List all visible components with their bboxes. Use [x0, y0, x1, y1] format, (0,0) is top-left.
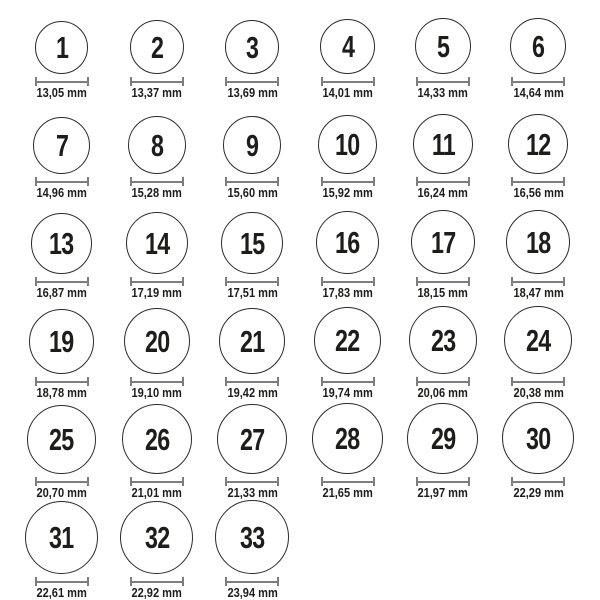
diameter-label-text: 19,42 mm: [227, 385, 278, 400]
diameter-label: [413, 286, 472, 299]
diameter-label: [127, 186, 186, 199]
ring-size-number: 8: [150, 127, 164, 163]
ring-circle: [215, 500, 289, 574]
diameter-label: [127, 586, 186, 599]
ring-size-cell: [205, 0, 300, 100]
diameter-label-text: 17,19 mm: [131, 285, 183, 300]
circle-box: [217, 400, 287, 474]
ring-size-cell: [14, 500, 109, 600]
circle-box: [510, 0, 566, 74]
measure-bar: [512, 181, 564, 183]
diameter-label-text: 21,33 mm: [227, 485, 278, 500]
diameter-label-text: 18,15 mm: [417, 285, 469, 300]
measure-bar: [36, 81, 88, 83]
diameter-label: [509, 186, 568, 199]
ring-size-number: 6: [532, 28, 545, 64]
ring-circle: [128, 116, 186, 174]
ring-size-number: 28: [335, 421, 360, 456]
diameter-label: [318, 486, 377, 499]
diameter-label: [413, 186, 472, 199]
diameter-label: [127, 386, 186, 399]
circle-box: [126, 200, 188, 274]
diameter-label-text: 23,94 mm: [227, 585, 278, 600]
diameter-label-text: 18,47 mm: [513, 285, 564, 300]
diameter-label-text: 13,69 mm: [227, 85, 278, 100]
measure-bar: [417, 181, 469, 183]
ring-size-cell: [205, 500, 300, 600]
ring-circle: [502, 402, 574, 474]
ring-circle: [120, 501, 193, 574]
diameter-label: [32, 586, 91, 599]
ring-size-cell: [395, 300, 490, 400]
ring-circle: [27, 405, 96, 474]
circle-box: [506, 200, 570, 274]
diameter-label-text: 21,65 mm: [322, 485, 373, 500]
measure-tick-right: [373, 77, 375, 86]
ring-size-number: 24: [526, 322, 551, 358]
ring-size-number: 10: [335, 127, 360, 162]
measure-tick-right: [87, 77, 89, 86]
measure-tick-right: [277, 77, 279, 86]
ring-size-cell: [491, 300, 586, 400]
measure-bar: [131, 81, 183, 83]
circle-box: [31, 200, 92, 274]
diameter-label: [32, 386, 91, 399]
diameter-label: [127, 486, 186, 499]
ring-size-cell: [491, 0, 586, 100]
circle-box: [124, 300, 190, 374]
ring-circle: [35, 21, 88, 74]
ring-circle: [221, 212, 283, 274]
measure-bar: [417, 81, 469, 83]
ring-circle: [504, 306, 572, 374]
diameter-label: [223, 386, 282, 399]
circle-box: [502, 400, 574, 474]
diameter-label: [509, 286, 568, 299]
diameter-label: [32, 486, 91, 499]
diameter-label-text: 22,29 mm: [513, 485, 564, 500]
diameter-label-text: 17,83 mm: [322, 285, 373, 300]
ring-size-cell: [395, 0, 490, 100]
measure-bar: [512, 481, 564, 483]
ring-size-cell: [491, 100, 586, 200]
measure-tick-right: [182, 277, 184, 286]
ring-circle: [508, 114, 568, 174]
ring-size-cell: [205, 300, 300, 400]
measure-bar: [322, 181, 374, 183]
circle-box: [314, 300, 381, 374]
diameter-label: [413, 386, 472, 399]
ring-circle: [318, 115, 377, 174]
ring-size-number: 18: [526, 224, 551, 260]
ring-size-number: 4: [341, 29, 354, 64]
diameter-label: [223, 86, 282, 99]
ring-size-number: 23: [430, 322, 456, 358]
ring-size-cell: [395, 200, 490, 300]
ring-size-cell: [300, 300, 395, 400]
chart-row: [14, 200, 586, 300]
ring-size-number: 2: [150, 29, 164, 65]
measure-tick-right: [277, 577, 279, 586]
ring-size-number: 29: [430, 421, 456, 456]
diameter-label: [318, 186, 377, 199]
diameter-label-text: 16,24 mm: [417, 185, 469, 200]
ring-size-cell: [109, 400, 204, 500]
measure-tick-right: [373, 377, 375, 386]
diameter-label-text: 18,78 mm: [36, 385, 87, 400]
circle-box: [320, 0, 375, 74]
measure-bar: [226, 581, 278, 583]
measure-tick-right: [277, 477, 279, 486]
measure-bar: [417, 481, 469, 483]
ring-circle: [413, 114, 473, 174]
measure-bar: [36, 381, 88, 383]
ring-size-cell: [395, 100, 490, 200]
ring-size-number: 13: [49, 226, 74, 261]
circle-box: [413, 100, 473, 174]
circle-box: [25, 500, 98, 574]
measure-tick-right: [182, 77, 184, 86]
ring-size-number: 30: [526, 420, 551, 456]
measure-bar: [36, 181, 88, 183]
measure-bar: [322, 381, 374, 383]
measure-bar: [512, 81, 564, 83]
diameter-label-text: 15,60 mm: [227, 185, 278, 200]
measure-tick-right: [277, 277, 279, 286]
measure-tick-right: [468, 77, 470, 86]
measure-tick-right: [468, 477, 470, 486]
diameter-label-text: 22,92 mm: [131, 585, 183, 600]
measure-bar: [226, 81, 278, 83]
ring-circle: [25, 501, 98, 574]
ring-circle: [33, 117, 90, 174]
ring-size-number: 19: [49, 324, 74, 359]
ring-size-number: 15: [240, 225, 265, 261]
ring-size-number: 21: [240, 323, 265, 359]
diameter-label: [127, 86, 186, 99]
diameter-label: [223, 586, 282, 599]
diameter-label: [318, 386, 377, 399]
ring-circle: [411, 210, 475, 274]
diameter-label-text: 13,05 mm: [36, 85, 87, 100]
ring-size-cell: [109, 100, 204, 200]
ring-circle: [506, 210, 570, 274]
circle-box: [415, 0, 471, 74]
ring-size-cell: [300, 200, 395, 300]
measure-tick-right: [87, 177, 89, 186]
ring-size-number: 17: [430, 224, 456, 260]
diameter-label-text: 22,61 mm: [36, 585, 87, 600]
ring-circle: [31, 213, 92, 274]
circle-box: [27, 400, 96, 474]
ring-circle: [130, 20, 184, 74]
circle-box: [316, 200, 379, 274]
chart-row: [14, 0, 586, 100]
ring-size-cell: [205, 200, 300, 300]
ring-size-cell: [109, 300, 204, 400]
ring-size-cell: [14, 400, 109, 500]
circle-box: [33, 100, 90, 174]
diameter-label: [509, 86, 568, 99]
ring-circle: [122, 404, 192, 474]
ring-size-number: 22: [335, 323, 360, 358]
measure-tick-right: [277, 377, 279, 386]
ring-size-cell: [205, 100, 300, 200]
measure-bar: [131, 481, 183, 483]
ring-size-number: 11: [431, 126, 455, 162]
measure-tick-right: [373, 277, 375, 286]
diameter-label: [413, 486, 472, 499]
diameter-label-text: 14,33 mm: [417, 85, 469, 100]
diameter-label-text: 13,37 mm: [131, 85, 183, 100]
circle-box: [221, 200, 283, 274]
diameter-label: [32, 286, 91, 299]
circle-box: [122, 400, 192, 474]
ring-size-cell: [491, 200, 586, 300]
measure-bar: [226, 381, 278, 383]
diameter-label-text: 14,01 mm: [322, 85, 373, 100]
ring-size-cell: [14, 100, 109, 200]
measure-bar: [36, 581, 88, 583]
measure-tick-right: [277, 177, 279, 186]
ring-circle: [510, 18, 566, 74]
diameter-label-text: 20,70 mm: [36, 485, 87, 500]
measure-tick-right: [182, 177, 184, 186]
ring-circle: [409, 306, 477, 374]
circle-box: [223, 100, 281, 174]
circle-box: [130, 0, 184, 74]
diameter-label-text: 16,56 mm: [513, 185, 564, 200]
measure-bar: [131, 581, 183, 583]
diameter-label: [223, 286, 282, 299]
measure-bar: [417, 281, 469, 283]
diameter-label-text: 19,74 mm: [322, 385, 373, 400]
ring-size-cell: [300, 100, 395, 200]
diameter-label: [223, 486, 282, 499]
diameter-label: [509, 386, 568, 399]
ring-circle: [223, 116, 281, 174]
ring-size-cell: [109, 0, 204, 100]
diameter-label: [318, 286, 377, 299]
ring-circle: [217, 404, 287, 474]
ring-circle: [407, 403, 478, 474]
ring-size-number: 7: [55, 128, 68, 163]
measure-bar: [36, 281, 88, 283]
ring-size-cell: [395, 400, 490, 500]
diameter-label: [509, 486, 568, 499]
ring-circle: [225, 20, 279, 74]
measure-tick-right: [182, 477, 184, 486]
circle-box: [312, 400, 383, 474]
measure-bar: [512, 381, 564, 383]
diameter-label-text: 14,64 mm: [513, 85, 564, 100]
circle-box: [318, 100, 377, 174]
ring-size-number: 25: [49, 422, 74, 457]
ring-circle: [320, 19, 375, 74]
measure-bar: [226, 181, 278, 183]
ring-size-cell: [491, 400, 586, 500]
measure-bar: [131, 281, 183, 283]
circle-box: [409, 300, 477, 374]
diameter-label-text: 21,97 mm: [417, 485, 469, 500]
measure-tick-right: [87, 277, 89, 286]
measure-bar: [322, 281, 374, 283]
diameter-label-text: 20,06 mm: [417, 385, 469, 400]
ring-size-number: 3: [246, 29, 259, 65]
ring-size-number: 12: [526, 126, 551, 162]
ring-circle: [415, 18, 471, 74]
measure-tick-right: [182, 577, 184, 586]
circle-box: [215, 500, 289, 574]
measure-tick-right: [87, 577, 89, 586]
diameter-label-text: 15,92 mm: [322, 185, 373, 200]
measure-bar: [226, 481, 278, 483]
diameter-label-text: 17,51 mm: [227, 285, 278, 300]
diameter-label: [413, 86, 472, 99]
circle-box: [128, 100, 186, 174]
measure-tick-right: [182, 377, 184, 386]
measure-bar: [226, 281, 278, 283]
ring-size-number: 33: [240, 519, 265, 555]
ring-circle: [312, 403, 383, 474]
diameter-label-text: 21,01 mm: [131, 485, 183, 500]
circle-box: [29, 300, 94, 374]
diameter-label-text: 19,10 mm: [131, 385, 183, 400]
ring-size-number: 27: [240, 421, 265, 457]
diameter-label-text: 16,87 mm: [36, 285, 87, 300]
measure-tick-right: [373, 177, 375, 186]
chart-row: [14, 500, 586, 600]
ring-size-cell: [300, 400, 395, 500]
measure-tick-right: [87, 477, 89, 486]
measure-bar: [322, 81, 374, 83]
diameter-label: [32, 186, 91, 199]
diameter-label-text: 20,38 mm: [513, 385, 564, 400]
ring-size-cell: [109, 200, 204, 300]
diameter-label-text: 14,96 mm: [36, 185, 87, 200]
measure-bar: [131, 381, 183, 383]
chart-row: [14, 400, 586, 500]
ring-size-cell: [14, 200, 109, 300]
ring-circle: [219, 308, 285, 374]
ring-size-number: 31: [49, 520, 74, 555]
circle-box: [411, 200, 475, 274]
measure-tick-right: [87, 377, 89, 386]
circle-box: [407, 400, 478, 474]
measure-tick-right: [468, 377, 470, 386]
ring-size-number: 16: [335, 225, 360, 260]
ring-size-number: 14: [144, 225, 170, 261]
ring-size-cell: [14, 300, 109, 400]
chart-row: [14, 100, 586, 200]
measure-bar: [36, 481, 88, 483]
ring-size-number: 5: [436, 28, 450, 64]
ring-circle: [314, 307, 381, 374]
circle-box: [508, 100, 568, 174]
circle-box: [35, 0, 88, 74]
ring-circle: [126, 212, 188, 274]
circle-box: [225, 0, 279, 74]
diameter-label-text: 15,28 mm: [131, 185, 183, 200]
diameter-label: [32, 86, 91, 99]
ring-size-number: 26: [144, 421, 170, 457]
measure-bar: [322, 481, 374, 483]
ring-size-number: 1: [55, 30, 68, 65]
diameter-label: [127, 286, 186, 299]
chart-row: [14, 300, 586, 400]
ring-size-number: 20: [144, 323, 170, 359]
diameter-label: [223, 186, 282, 199]
diameter-label: [318, 86, 377, 99]
ring-size-cell: [300, 0, 395, 100]
ring-size-cell: [205, 400, 300, 500]
measure-bar: [131, 181, 183, 183]
circle-box: [120, 500, 193, 574]
circle-box: [504, 300, 572, 374]
ring-size-cell: [14, 0, 109, 100]
ring-circle: [124, 308, 190, 374]
measure-tick-right: [373, 477, 375, 486]
measure-tick-right: [468, 177, 470, 186]
circle-box: [219, 300, 285, 374]
ring-circle: [316, 211, 379, 274]
measure-bar: [512, 281, 564, 283]
measure-bar: [417, 381, 469, 383]
ring-size-cell: [109, 500, 204, 600]
ring-size-number: 32: [144, 520, 170, 555]
ring-size-number: 9: [246, 127, 259, 163]
measure-tick-right: [468, 277, 470, 286]
ring-circle: [29, 309, 94, 374]
